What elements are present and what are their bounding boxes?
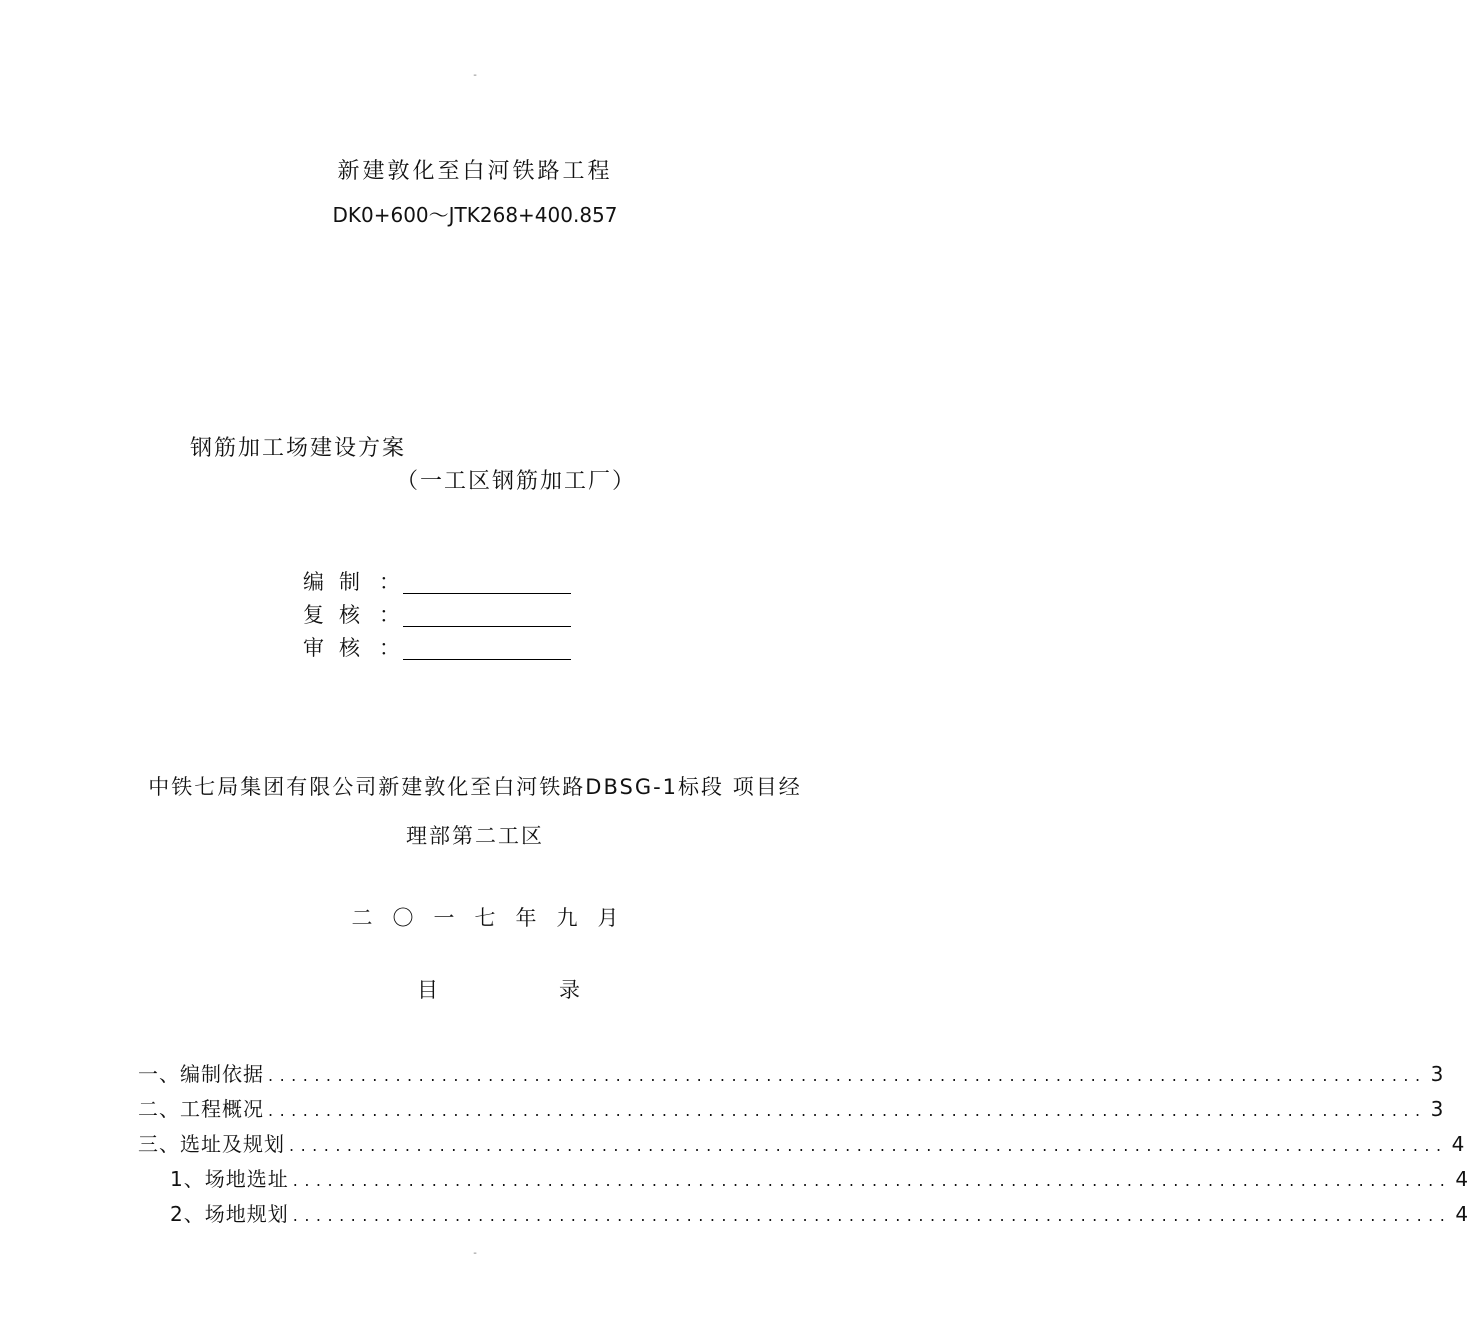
toc-leader-dots: .................................................................................................... xyxy=(268,1101,1427,1120)
toc-entry-label: 三、选址及规划 xyxy=(138,1132,285,1156)
toc-entry-label: 二、工程概况 xyxy=(138,1097,264,1121)
plan-subtitle: （一工区钢筋加工厂） xyxy=(396,469,637,494)
project-mileage: DK0+600～JTK268+400.857 xyxy=(332,203,618,227)
toc-heading-left: 目 xyxy=(417,978,438,1002)
signature-blank-line xyxy=(403,659,571,660)
toc-entry[interactable] xyxy=(138,1128,1465,1156)
toc-entry-page: 4 xyxy=(1451,1132,1465,1156)
document-date: 二〇一七年九月 xyxy=(351,906,639,930)
toc-entry-page: 4 xyxy=(1455,1167,1468,1191)
organization-line-1: 中铁七局集团有限公司新建敦化至白河铁路DBSG-1标段 项目经 xyxy=(148,775,802,799)
signature-label: 复核 xyxy=(303,603,375,627)
signature-blank-line xyxy=(403,626,571,627)
footer-mark: - xyxy=(473,1248,477,1259)
toc-entry-label: 1、场地选址 xyxy=(170,1167,289,1191)
signature-colon: ： xyxy=(379,636,400,660)
toc-entry[interactable] xyxy=(170,1163,1468,1191)
toc-entry-page: 3 xyxy=(1430,1097,1444,1121)
project-title: 新建敦化至白河铁路工程 xyxy=(337,159,613,184)
toc-entry[interactable] xyxy=(138,1093,1444,1121)
toc-leader-dots: .................................................................................................... xyxy=(292,1171,1452,1190)
toc-entry-label: 一、编制依据 xyxy=(138,1062,264,1086)
toc-leader-dots: .................................................................................................... xyxy=(292,1206,1452,1225)
toc-leader-dots: .................................................................................................... xyxy=(289,1136,1448,1155)
organization-line-2: 理部第二工区 xyxy=(406,824,544,848)
toc-entry-page: 3 xyxy=(1430,1062,1444,1086)
toc-entry[interactable] xyxy=(138,1058,1444,1086)
toc-leader-dots: .................................................................................................... xyxy=(268,1066,1427,1085)
signature-colon: ： xyxy=(379,570,400,594)
header-mark: - xyxy=(473,70,477,81)
signature-label: 编制 xyxy=(303,570,375,594)
toc-entry-page: 4 xyxy=(1455,1202,1468,1226)
plan-title: 钢筋加工场建设方案 xyxy=(190,436,407,461)
toc-heading-right: 录 xyxy=(559,978,580,1002)
toc-entry-label: 2、场地规划 xyxy=(170,1202,289,1226)
signature-colon: ： xyxy=(379,603,400,627)
toc-entry[interactable] xyxy=(170,1198,1468,1226)
signature-label: 审核 xyxy=(303,636,375,660)
signature-blank-line xyxy=(403,593,571,594)
